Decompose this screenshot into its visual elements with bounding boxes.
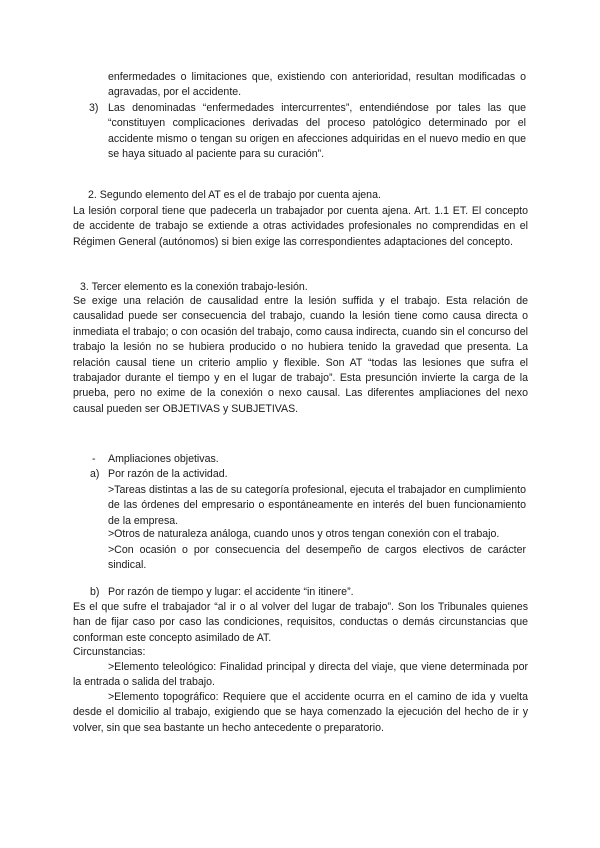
- list-item-number: 3): [89, 102, 99, 114]
- actividad-item-2: >Otros de naturaleza análoga, cuando unos y otros tengan conexión con el trabajo.: [108, 528, 500, 540]
- sublist-label-itinere: Por razón de tiempo y lugar: el accidente “in itinere”.: [108, 586, 354, 598]
- circunstancias-label: Circunstancias:: [73, 646, 146, 658]
- sublist-marker-b: b): [90, 586, 100, 598]
- section-2-heading: 2. Segundo elemento del AT es el de trabajo por cuenta ajena.: [88, 189, 381, 201]
- circunstancia-teleologico: >Elemento teleológico: Finalidad principal y directa del viaje, que viene determinada por la entrada o salida del trabajo.: [73, 661, 528, 689]
- actividad-item-1: >Tareas distintas a las de su categoría profesional, ejecuta el trabajador en cumplimiento de las órdenes del empresario o espontáneamente en interés del buen funcionamiento de la empresa.: [108, 484, 526, 527]
- sublist-label-actividad: Por razón de la actividad.: [108, 468, 228, 480]
- section-2-paragraph: La lesión corporal tiene que padecerla un trabajador por cuenta ajena. Art. 1.1 ET. El concepto de accidente de trabajo se extiende a otras actividades profesionales no comprendidas en el Régimen General (autónomos) si bien exige las correspondientes adaptaciones del concepto.: [73, 205, 528, 248]
- section-3-paragraph: Se exige una relación de causalidad entre la lesión suffida y el trabajo. Esta relación de causalidad puede ser consecuencia del trabajo, cuando la lesión tiene como causa directa o inmediata el trabajo; o con ocasión del trabajo, como causa indirecta, cuando sin el concurso del trabajo la lesión no se hubiera producido o no hubiera tenido la gravedad que presenta. La relación causal tiene un criterio amplio y flexible. Son AT “todas las lesiones que sufra el trabajador durante el tiempo y en el lugar de trabajo”. Esta presunción invierte la carga de la prueba, pero no exime de la conexión o nexo causal. Las diferentes ampliaciones del nexo causal pueden ser OBJETIVAS y SUBJETIVAS.: [73, 295, 528, 415]
- itinere-paragraph: Es el que sufre el trabajador “al ir o al volver del lugar de trabajo”. Son los Tribunales quienes han de fijar caso por caso las condiciones, requisitos, conductas o demás circunstancias que conforman este concepto asimilado de AT.: [73, 601, 528, 644]
- list-item-intercurrentes: Las denominadas “enfermedades intercurrentes”, entendiéndose por tales las que “constituyen complicaciones derivadas del proceso patológico determinado por el accidente mismo o tengan su origen en afecciones adquiridas en el nuevo medio en que se haya situado al paciente para su curación”.: [108, 102, 526, 161]
- section-3-heading: 3. Tercer elemento es la conexión trabajo-lesión.: [80, 281, 308, 293]
- ampliaciones-label: Ampliaciones objetivas.: [108, 453, 219, 465]
- sublist-marker-a: a): [90, 468, 100, 480]
- list-bullet: -: [92, 453, 96, 465]
- circunstancia-topografico: >Elemento topográfico: Requiere que el accidente ocurra en el camino de ida y vuelta desde el domicilio al trabajo, exigiendo que se haya comenzado la ejecución del hecho de ir y volver, sin que sea bastante un hecho antecedente o preparatorio.: [73, 691, 528, 734]
- actividad-item-3: >Con ocasión o por consecuencia del desempeño de cargos electivos de carácter sindical.: [108, 544, 526, 572]
- list-item-continuation: enfermedades o limitaciones que, existiendo con anterioridad, resultan modificadas o agravadas, por el accidente.: [108, 71, 526, 99]
